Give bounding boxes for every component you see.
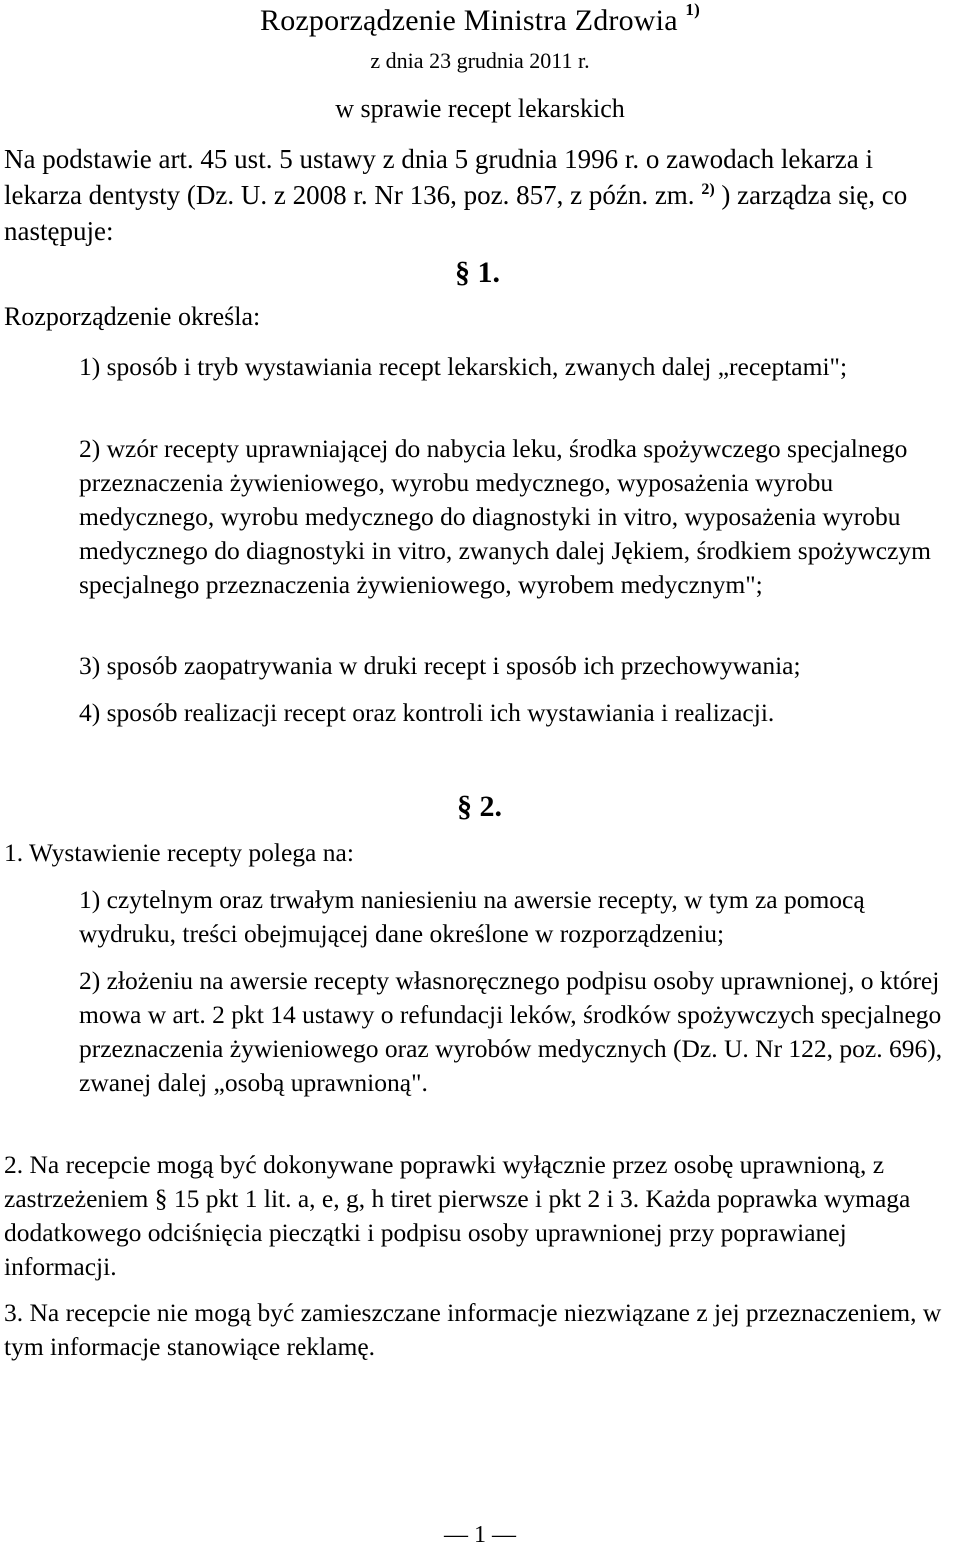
page-number: — 1 — — [444, 1522, 516, 1548]
document-subject: w sprawie recept lekarskich — [335, 94, 625, 123]
section-1-item-1: 1) sposób i tryb wystawiania recept lekarskich, zwanych dalej „receptami"; — [79, 352, 848, 381]
preamble-text-after: ) zarządza się, co następuje: — [4, 180, 908, 246]
preamble — [4, 141, 954, 249]
section-1-mark: § 1. — [455, 256, 500, 289]
section-1-item-2: 2) wzór recepty uprawniającej do nabycia leku, środka spożywczego specjalnego przeznaczenia żywieniowego, wyrobu medycznego, wyposażenia wyrobu medycznego, wyrobu medycznego do diagnostyki in vitro, wyposażenia wyrobu medycznego do diagnostyki in vitro, zwanych dalej Jękiem, środkiem spożywczym specjalnego przeznaczenia żywieniowego, wyrobem medycznym"; — [79, 434, 931, 599]
section-2-point-3: 3. Na recepcie nie mogą być zamieszczane informacje niezwiązane z jej przeznaczeniem, w tym informacje stanowiące reklamę. — [4, 1298, 942, 1361]
document-title-text: Rozporządzenie Ministra Zdrowia — [260, 4, 678, 37]
section-1-item-4: 4) sposób realizacji recept oraz kontroli ich wystawiania i realizacji. — [79, 698, 775, 727]
section-2-intro: 1. Wystawienie recepty polega na: — [4, 838, 354, 867]
preamble-text-before: Na podstawie art. 45 ust. 5 ustawy z dnia 5 grudnia 1996 r. o zawodach lekarza i lekarza dentysty (Dz. U. z 2008 r. Nr 136, poz. 857, z późn. zm. — [4, 144, 873, 210]
title-footnote-ref: 1) — [685, 0, 700, 19]
section-2-item-1: 1) czytelnym oraz trwałym naniesieniu na awersie recepty, w tym za pomocą wydruku, treści obejmującej dane określone w rozporządzeniu; — [79, 885, 865, 948]
document-title — [0, 0, 960, 38]
section-1-intro: Rozporządzenie określa: — [4, 302, 261, 331]
preamble-footnote-ref: 2) — [701, 181, 715, 198]
section-2-point-2: 2. Na recepcie mogą być dokonywane poprawki wyłącznie przez osobę uprawnioną, z zastrzeżeniem § 15 pkt 1 lit. a, e, g, h tiret pierwsze i pkt 2 i 3. Każda poprawka wymaga dodatkowego odciśnięcia pieczątki i podpisu osoby uprawnionej przy poprawianej informacji. — [4, 1150, 911, 1281]
section-2-item-2: 2) złożeniu na awersie recepty własnoręcznego podpisu osoby uprawnionej, o której mowa w art. 2 pkt 14 ustawy o refundacji leków, środków spożywczych specjalnego przeznaczenia żywieniowego oraz wyrobów medycznych (Dz. U. Nr 122, poz. 696), zwanej dalej „osobą uprawnioną". — [79, 966, 943, 1097]
document-date: z dnia 23 grudnia 2011 r. — [370, 48, 590, 73]
section-2-mark: § 2. — [457, 790, 502, 823]
section-1-item-3: 3) sposób zaopatrywania w druki recept i sposób ich przechowywania; — [79, 651, 801, 680]
